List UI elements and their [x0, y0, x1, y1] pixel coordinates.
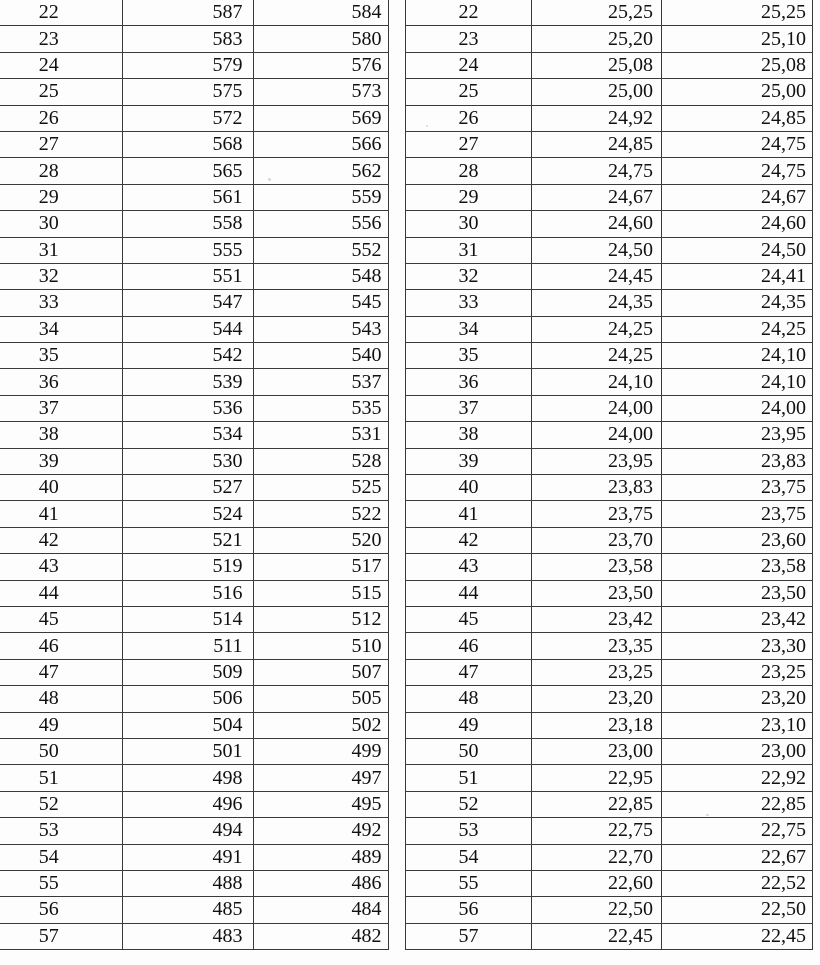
right-table-cell-value-1: 23,50: [532, 580, 662, 606]
right-table-row: [406, 105, 813, 131]
right-table-row: [406, 580, 813, 606]
left-table-cell-value-1: 536: [122, 395, 253, 421]
right-table-cell-row-number: 40: [406, 475, 532, 501]
right-table-row: [406, 131, 813, 157]
right-table-cell-value-1: 23,42: [532, 606, 662, 632]
right-table-cell-value-1: 24,35: [532, 290, 662, 316]
left-table-row: [0, 633, 388, 659]
left-table-row: [0, 712, 388, 738]
right-table-cell-value-1: 24,45: [532, 263, 662, 289]
right-table-row: [406, 738, 813, 764]
right-table-cell-row-number: 27: [406, 131, 532, 157]
right-table-cell-row-number: 37: [406, 395, 532, 421]
right-table-row: [406, 263, 813, 289]
left-table-cell-value-1: 555: [122, 237, 253, 263]
left-table-cell-value-1: 547: [122, 290, 253, 316]
right-table-cell-row-number: 55: [406, 870, 532, 896]
right-table-cell-value-1: 23,18: [532, 712, 662, 738]
score-table-left: [0, 0, 389, 950]
right-table-cell-value-1: 24,00: [532, 395, 662, 421]
left-table-cell-value-1: 544: [122, 316, 253, 342]
left-table-cell-value-1: 498: [122, 765, 253, 791]
left-table-cell-value-2: 584: [253, 0, 388, 26]
left-table-cell-value-2: 573: [253, 79, 388, 105]
score-table-right-body: [406, 0, 813, 950]
right-table-cell-value-1: 22,45: [532, 923, 662, 949]
left-table-cell-row-number: 30: [0, 211, 122, 237]
right-table-cell-value-2: 24,35: [662, 290, 813, 316]
left-table-cell-value-2: 497: [253, 765, 388, 791]
left-table-cell-value-2: 535: [253, 395, 388, 421]
right-table-cell-value-1: 24,75: [532, 158, 662, 184]
right-table-cell-value-1: 24,92: [532, 105, 662, 131]
left-table-cell-row-number: 24: [0, 52, 122, 78]
right-table-row: [406, 765, 813, 791]
left-table-cell-value-1: 491: [122, 844, 253, 870]
left-table-row: [0, 105, 388, 131]
left-table-row: [0, 897, 388, 923]
right-table-row: [406, 290, 813, 316]
right-table-cell-row-number: 28: [406, 158, 532, 184]
left-table-cell-row-number: 27: [0, 131, 122, 157]
left-table-row: [0, 26, 388, 52]
right-table-row: [406, 369, 813, 395]
left-table-row: [0, 844, 388, 870]
left-table-cell-row-number: 53: [0, 818, 122, 844]
left-table-cell-value-2: 505: [253, 686, 388, 712]
right-table-cell-value-1: 23,83: [532, 475, 662, 501]
right-table-cell-row-number: 32: [406, 263, 532, 289]
left-table-cell-value-2: 566: [253, 131, 388, 157]
right-table-row: [406, 395, 813, 421]
right-table-cell-value-2: 22,45: [662, 923, 813, 949]
left-table-cell-value-1: 583: [122, 26, 253, 52]
right-table-cell-row-number: 45: [406, 606, 532, 632]
left-table-row: [0, 738, 388, 764]
left-table-cell-value-2: 580: [253, 26, 388, 52]
left-table-row: [0, 395, 388, 421]
left-table-cell-row-number: 57: [0, 923, 122, 949]
right-table-cell-row-number: 46: [406, 633, 532, 659]
left-table-cell-value-2: 540: [253, 343, 388, 369]
right-table-cell-value-2: 24,25: [662, 316, 813, 342]
left-table-cell-value-1: 561: [122, 184, 253, 210]
right-table-cell-value-2: 23,58: [662, 554, 813, 580]
left-table-row: [0, 131, 388, 157]
left-table-cell-row-number: 28: [0, 158, 122, 184]
right-table-cell-value-1: 23,00: [532, 738, 662, 764]
left-table-cell-row-number: 50: [0, 738, 122, 764]
right-table-row: [406, 448, 813, 474]
left-table-cell-row-number: 42: [0, 527, 122, 553]
right-table-cell-value-2: 23,30: [662, 633, 813, 659]
left-table-cell-value-2: 548: [253, 263, 388, 289]
left-table-row: [0, 369, 388, 395]
right-table-cell-value-1: 25,08: [532, 52, 662, 78]
right-table-cell-row-number: 31: [406, 237, 532, 263]
right-table-cell-value-1: 24,60: [532, 211, 662, 237]
left-table-cell-value-1: 506: [122, 686, 253, 712]
right-table-cell-value-2: 22,50: [662, 897, 813, 923]
right-table-cell-value-2: 22,85: [662, 791, 813, 817]
left-table-cell-row-number: 41: [0, 501, 122, 527]
left-table-cell-value-1: 521: [122, 527, 253, 553]
right-table-cell-value-1: 24,25: [532, 316, 662, 342]
right-table-row: [406, 897, 813, 923]
left-table-cell-value-1: 496: [122, 791, 253, 817]
right-table-cell-value-2: 22,75: [662, 818, 813, 844]
right-table-cell-value-1: 24,50: [532, 237, 662, 263]
left-table-row: [0, 158, 388, 184]
right-table-row: [406, 211, 813, 237]
right-table-cell-value-1: 23,70: [532, 527, 662, 553]
left-table-cell-row-number: 39: [0, 448, 122, 474]
right-table-cell-value-2: 24,85: [662, 105, 813, 131]
left-table-row: [0, 290, 388, 316]
left-table-cell-value-1: 483: [122, 923, 253, 949]
left-table-cell-value-2: 520: [253, 527, 388, 553]
left-table-cell-value-1: 509: [122, 659, 253, 685]
left-table-cell-row-number: 55: [0, 870, 122, 896]
right-table-cell-value-2: 23,75: [662, 475, 813, 501]
left-table-cell-row-number: 45: [0, 606, 122, 632]
left-table-row: [0, 554, 388, 580]
right-table-cell-row-number: 50: [406, 738, 532, 764]
left-table-cell-row-number: 52: [0, 791, 122, 817]
right-table-row: [406, 606, 813, 632]
left-table-row: [0, 422, 388, 448]
left-table-cell-value-2: 489: [253, 844, 388, 870]
left-table-cell-value-2: 525: [253, 475, 388, 501]
left-table-cell-row-number: 31: [0, 237, 122, 263]
left-table-cell-row-number: 37: [0, 395, 122, 421]
right-table-cell-row-number: 57: [406, 923, 532, 949]
right-table-cell-value-1: 22,60: [532, 870, 662, 896]
right-table-cell-row-number: 42: [406, 527, 532, 553]
left-table-cell-row-number: 33: [0, 290, 122, 316]
right-table-cell-row-number: 44: [406, 580, 532, 606]
left-table-cell-value-1: 488: [122, 870, 253, 896]
left-table-cell-value-1: 504: [122, 712, 253, 738]
left-table-cell-value-1: 516: [122, 580, 253, 606]
right-table-cell-value-2: 24,41: [662, 263, 813, 289]
right-table-cell-row-number: 48: [406, 686, 532, 712]
left-table-cell-value-2: 543: [253, 316, 388, 342]
left-table-cell-value-1: 542: [122, 343, 253, 369]
left-table-cell-row-number: 47: [0, 659, 122, 685]
left-table-cell-value-2: 482: [253, 923, 388, 949]
right-table-cell-row-number: 52: [406, 791, 532, 817]
right-table-row: [406, 52, 813, 78]
score-table-left-body: [0, 0, 388, 950]
right-table-cell-value-1: 25,25: [532, 0, 662, 26]
left-table-cell-row-number: 43: [0, 554, 122, 580]
left-table-cell-value-1: 519: [122, 554, 253, 580]
left-table-cell-row-number: 35: [0, 343, 122, 369]
right-table-row: [406, 422, 813, 448]
left-table-row: [0, 263, 388, 289]
left-table-cell-value-1: 565: [122, 158, 253, 184]
left-table-cell-value-2: 492: [253, 818, 388, 844]
left-table-cell-row-number: 38: [0, 422, 122, 448]
right-table-cell-row-number: 26: [406, 105, 532, 131]
left-table-cell-value-2: 537: [253, 369, 388, 395]
left-table-cell-value-2: 502: [253, 712, 388, 738]
left-table-row: [0, 765, 388, 791]
left-table-cell-value-1: 511: [122, 633, 253, 659]
left-table-cell-row-number: 32: [0, 263, 122, 289]
right-table-cell-row-number: 25: [406, 79, 532, 105]
right-table-cell-value-2: 23,75: [662, 501, 813, 527]
left-table-row: [0, 818, 388, 844]
left-table-cell-value-1: 587: [122, 0, 253, 26]
left-table-row: [0, 580, 388, 606]
left-table-cell-row-number: 36: [0, 369, 122, 395]
left-table-cell-value-2: 495: [253, 791, 388, 817]
left-table-cell-row-number: 22: [0, 0, 122, 26]
right-table-row: [406, 554, 813, 580]
right-table-row: [406, 237, 813, 263]
left-table-row: [0, 211, 388, 237]
scan-speck: [426, 125, 428, 127]
right-table-row: [406, 659, 813, 685]
right-table-cell-value-2: 24,67: [662, 184, 813, 210]
right-table-row: [406, 26, 813, 52]
right-table-cell-row-number: 56: [406, 897, 532, 923]
right-table-cell-row-number: 35: [406, 343, 532, 369]
right-table-cell-value-2: 23,60: [662, 527, 813, 553]
right-table-cell-row-number: 54: [406, 844, 532, 870]
right-table-cell-value-1: 24,67: [532, 184, 662, 210]
left-table-cell-value-1: 524: [122, 501, 253, 527]
left-table-row: [0, 527, 388, 553]
right-table-cell-row-number: 36: [406, 369, 532, 395]
right-table-row: [406, 923, 813, 949]
right-table-cell-value-1: 24,00: [532, 422, 662, 448]
right-table-row: [406, 870, 813, 896]
left-table-cell-value-1: 530: [122, 448, 253, 474]
right-table-cell-value-2: 23,20: [662, 686, 813, 712]
left-table-row: [0, 343, 388, 369]
right-table-cell-value-1: 22,50: [532, 897, 662, 923]
right-table-cell-row-number: 30: [406, 211, 532, 237]
right-table-cell-value-2: 24,60: [662, 211, 813, 237]
right-table-cell-value-2: 23,83: [662, 448, 813, 474]
right-table-cell-value-1: 22,95: [532, 765, 662, 791]
right-table-cell-value-2: 23,00: [662, 738, 813, 764]
left-table-cell-row-number: 48: [0, 686, 122, 712]
right-table-cell-value-2: 22,67: [662, 844, 813, 870]
right-table-cell-value-2: 22,52: [662, 870, 813, 896]
right-table-cell-value-1: 23,75: [532, 501, 662, 527]
left-table-row: [0, 237, 388, 263]
right-table-cell-value-2: 25,10: [662, 26, 813, 52]
right-table-cell-value-1: 25,20: [532, 26, 662, 52]
left-table-row: [0, 448, 388, 474]
right-table-row: [406, 475, 813, 501]
left-table-cell-row-number: 46: [0, 633, 122, 659]
right-table-cell-value-1: 24,85: [532, 131, 662, 157]
right-table-cell-value-1: 24,10: [532, 369, 662, 395]
right-table-row: [406, 633, 813, 659]
right-table-cell-row-number: 34: [406, 316, 532, 342]
right-table-row: [406, 686, 813, 712]
left-table-cell-value-1: 494: [122, 818, 253, 844]
left-table-cell-value-2: 559: [253, 184, 388, 210]
left-table-cell-row-number: 26: [0, 105, 122, 131]
right-table-row: [406, 79, 813, 105]
right-table-cell-value-1: 24,25: [532, 343, 662, 369]
right-table-cell-value-1: 22,75: [532, 818, 662, 844]
left-table-cell-value-1: 527: [122, 475, 253, 501]
left-table-row: [0, 184, 388, 210]
left-table-row: [0, 52, 388, 78]
right-table-cell-value-2: 24,10: [662, 343, 813, 369]
right-table-cell-row-number: 51: [406, 765, 532, 791]
left-table-cell-value-2: 510: [253, 633, 388, 659]
left-table-cell-row-number: 49: [0, 712, 122, 738]
left-table-row: [0, 475, 388, 501]
left-table-cell-value-1: 579: [122, 52, 253, 78]
right-table-row: [406, 791, 813, 817]
right-table-row: [406, 501, 813, 527]
right-table-cell-row-number: 29: [406, 184, 532, 210]
right-table-row: [406, 712, 813, 738]
scan-speck: [706, 814, 709, 816]
left-table-cell-value-1: 572: [122, 105, 253, 131]
right-table-cell-row-number: 33: [406, 290, 532, 316]
left-table-cell-value-1: 514: [122, 606, 253, 632]
left-table-cell-value-2: 576: [253, 52, 388, 78]
right-table-cell-row-number: 23: [406, 26, 532, 52]
right-table-row: [406, 844, 813, 870]
left-table-cell-value-2: 545: [253, 290, 388, 316]
left-table-row: [0, 659, 388, 685]
left-table-row: [0, 501, 388, 527]
left-table-cell-row-number: 51: [0, 765, 122, 791]
left-table-cell-value-2: 569: [253, 105, 388, 131]
left-table-cell-value-2: 515: [253, 580, 388, 606]
left-table-cell-row-number: 23: [0, 26, 122, 52]
right-table-cell-value-1: 25,00: [532, 79, 662, 105]
left-table-cell-value-2: 528: [253, 448, 388, 474]
left-table-cell-value-2: 552: [253, 237, 388, 263]
right-table-cell-value-2: 24,00: [662, 395, 813, 421]
right-table-cell-value-1: 22,85: [532, 791, 662, 817]
left-table-cell-value-2: 517: [253, 554, 388, 580]
left-table-cell-value-2: 522: [253, 501, 388, 527]
left-table-cell-value-2: 484: [253, 897, 388, 923]
left-table-cell-value-1: 551: [122, 263, 253, 289]
left-table-cell-row-number: 34: [0, 316, 122, 342]
right-table-cell-row-number: 53: [406, 818, 532, 844]
scan-speck: [268, 178, 271, 181]
left-table-row: [0, 686, 388, 712]
left-table-row: [0, 316, 388, 342]
right-table-cell-value-1: 22,70: [532, 844, 662, 870]
right-table-cell-value-2: 24,75: [662, 158, 813, 184]
right-table-cell-value-2: 23,10: [662, 712, 813, 738]
left-table-cell-row-number: 44: [0, 580, 122, 606]
left-table-cell-value-1: 575: [122, 79, 253, 105]
left-table-row: [0, 79, 388, 105]
left-table-cell-value-2: 512: [253, 606, 388, 632]
right-table-cell-value-1: 23,20: [532, 686, 662, 712]
right-table-cell-value-2: 25,00: [662, 79, 813, 105]
right-table-cell-value-2: 23,50: [662, 580, 813, 606]
left-table-cell-value-1: 501: [122, 738, 253, 764]
left-table-cell-row-number: 40: [0, 475, 122, 501]
left-table-cell-row-number: 25: [0, 79, 122, 105]
right-table-cell-row-number: 22: [406, 0, 532, 26]
right-table-cell-row-number: 49: [406, 712, 532, 738]
left-table-cell-row-number: 54: [0, 844, 122, 870]
left-table-row: [0, 791, 388, 817]
left-table-cell-value-2: 531: [253, 422, 388, 448]
right-table-cell-row-number: 41: [406, 501, 532, 527]
left-table-cell-value-1: 558: [122, 211, 253, 237]
right-table-cell-value-2: 24,10: [662, 369, 813, 395]
right-table-cell-row-number: 47: [406, 659, 532, 685]
left-table-cell-value-1: 534: [122, 422, 253, 448]
right-table-cell-value-1: 23,25: [532, 659, 662, 685]
left-table-row: [0, 606, 388, 632]
left-table-row: [0, 0, 388, 26]
left-table-cell-value-2: 556: [253, 211, 388, 237]
left-table-cell-row-number: 56: [0, 897, 122, 923]
right-table-row: [406, 0, 813, 26]
right-table-cell-value-2: 24,75: [662, 131, 813, 157]
right-table-cell-row-number: 38: [406, 422, 532, 448]
right-table-cell-value-2: 25,08: [662, 52, 813, 78]
right-table-row: [406, 818, 813, 844]
right-table-cell-value-2: 25,25: [662, 0, 813, 26]
left-table-cell-value-2: 562: [253, 158, 388, 184]
right-table-row: [406, 316, 813, 342]
left-table-cell-value-1: 539: [122, 369, 253, 395]
left-table-cell-row-number: 29: [0, 184, 122, 210]
right-table-cell-value-1: 23,35: [532, 633, 662, 659]
left-table-row: [0, 870, 388, 896]
right-table-cell-value-2: 23,25: [662, 659, 813, 685]
score-table-right: [405, 0, 813, 950]
left-table-cell-value-1: 485: [122, 897, 253, 923]
right-table-row: [406, 343, 813, 369]
right-table-cell-value-1: 23,95: [532, 448, 662, 474]
right-table-cell-value-2: 24,50: [662, 237, 813, 263]
left-table-cell-value-2: 486: [253, 870, 388, 896]
right-table-row: [406, 184, 813, 210]
left-table-cell-value-2: 499: [253, 738, 388, 764]
right-table-cell-row-number: 39: [406, 448, 532, 474]
right-table-row: [406, 158, 813, 184]
right-table-row: [406, 527, 813, 553]
right-table-cell-value-2: 23,95: [662, 422, 813, 448]
right-table-cell-row-number: 43: [406, 554, 532, 580]
left-table-row: [0, 923, 388, 949]
right-table-cell-value-2: 22,92: [662, 765, 813, 791]
left-table-cell-value-1: 568: [122, 131, 253, 157]
right-table-cell-value-2: 23,42: [662, 606, 813, 632]
right-table-cell-row-number: 24: [406, 52, 532, 78]
right-table-cell-value-1: 23,58: [532, 554, 662, 580]
left-table-cell-value-2: 507: [253, 659, 388, 685]
